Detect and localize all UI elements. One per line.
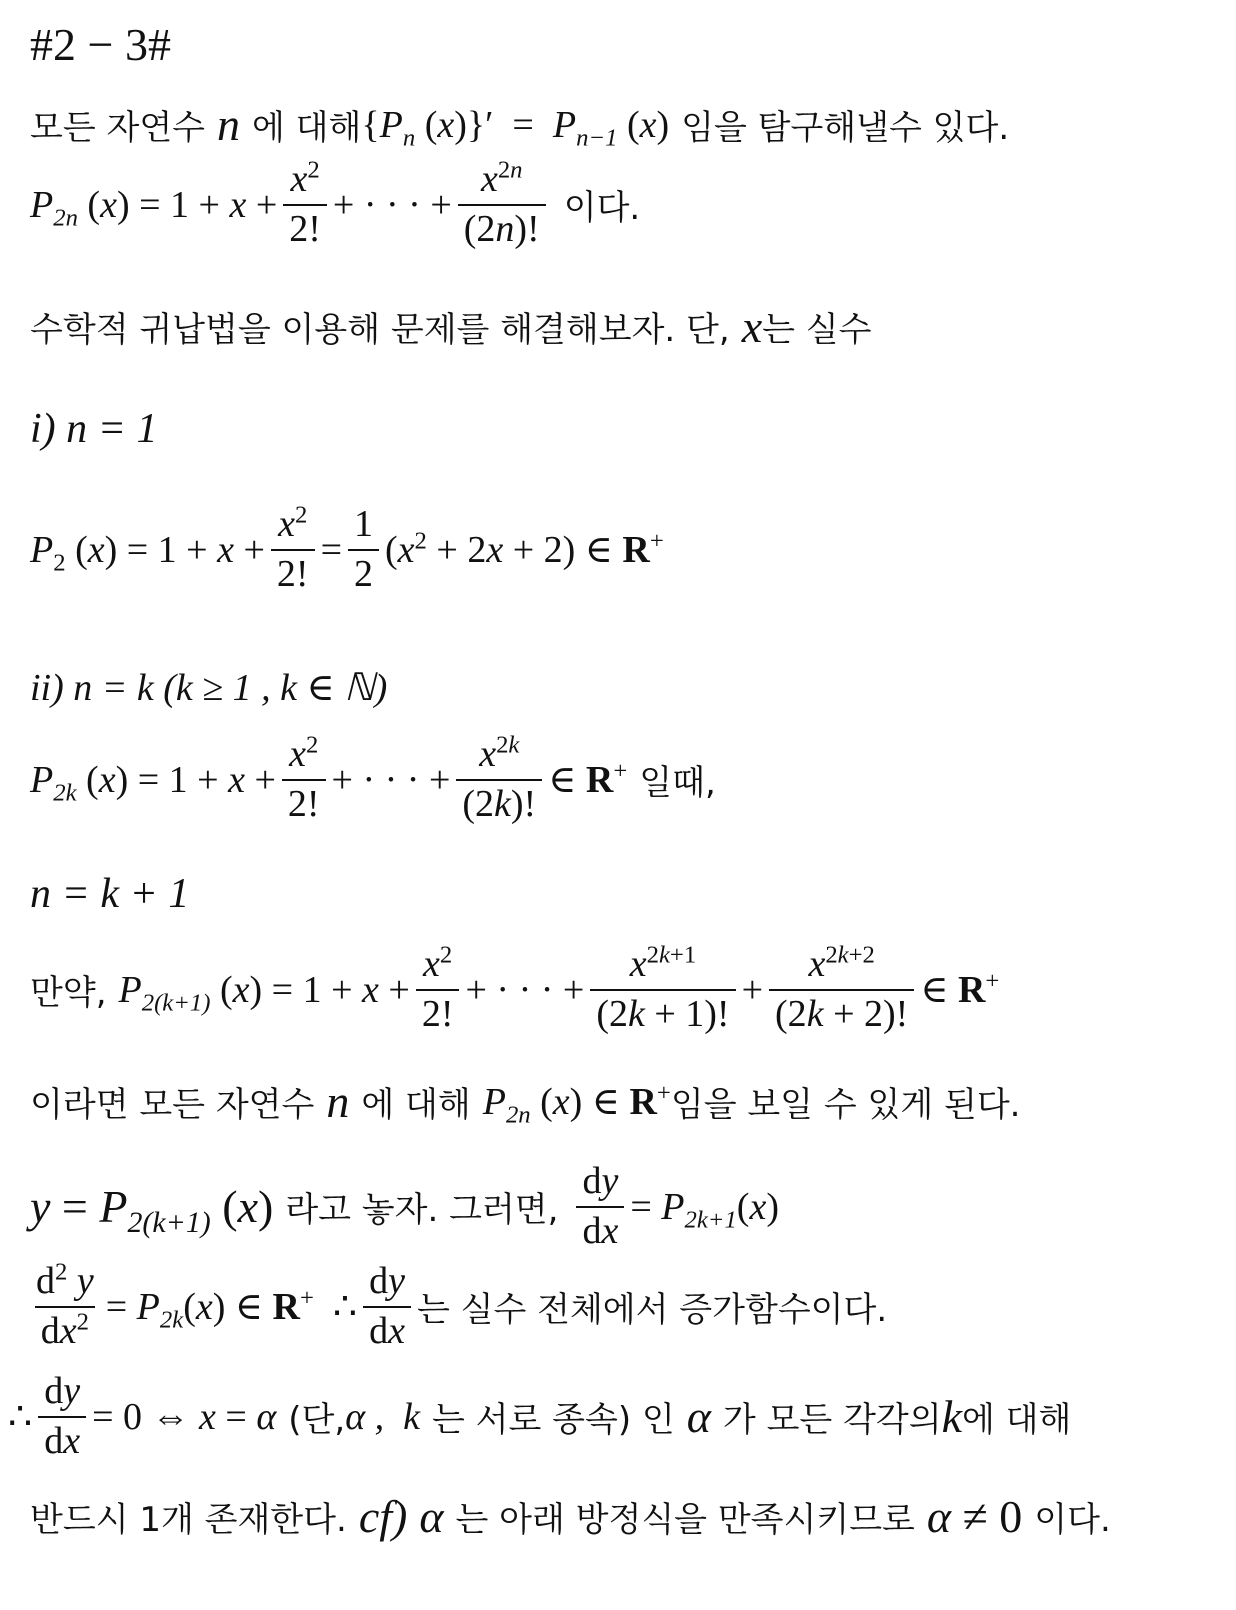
frac-x2k2-over-2k2fact: $\frac{x^{2k+2}}{(2k + 2)!}$ — [769, 945, 914, 1035]
math-cf: cf) — [358, 1491, 408, 1542]
math-p2-rhs: $(x^2 + 2x + 2)$ ∈ R+ — [385, 527, 664, 572]
text-for: 에 대해 — [252, 108, 362, 148]
math-n: n — [217, 99, 241, 150]
frac-x2-over-2fact-d: $\frac{x^2}{2!}$ — [416, 945, 460, 1035]
text-if: 만약, — [30, 973, 107, 1014]
text-then-all: 이라면 모든 자연수 — [30, 1085, 315, 1125]
math-root-condition: = 0 ⇔ x = α — [92, 1395, 277, 1438]
math-y-def: $y = P_{2(k+1)}$ (x) — [30, 1181, 274, 1240]
math-plus: + — [741, 968, 764, 1011]
math-equals: = — [320, 528, 343, 571]
frac-x2k-over-2kfact: $\frac{x^{2k}}{(2k)!}$ — [456, 735, 542, 825]
math-therefore: ∴ — [8, 1396, 33, 1439]
math-alpha-nonzero: α ≠ 0 — [926, 1491, 1023, 1542]
statement-line-1 — [30, 98, 1009, 151]
math-p2-lhs: $P_2$ (x) = 1 + x + — [30, 528, 265, 577]
frac-dy-dx-c: $\frac{dy}{dx}$ — [38, 1372, 86, 1462]
text-when: 일때, — [639, 763, 716, 804]
math-alpha: α — [686, 1391, 711, 1443]
frac-one-half: $\frac{1}{2}$ — [348, 505, 379, 595]
case-i-label: i) n = 1 — [30, 406, 158, 452]
math-first-derivative: = $P_{2k+1}(x)$ — [630, 1185, 779, 1234]
math-p2k-lhs: $P_{2k}$ (x) = 1 + x + — [30, 758, 276, 807]
math-p2n-in-rplus: $P_{2n}$ (x) ∈ R+ — [482, 1079, 671, 1129]
second-derivative-line — [30, 1258, 888, 1352]
math-in-rplus-b: ∈ R+ — [920, 967, 1000, 1012]
frac-x2n-over-2nfact: $\frac{x^{2n}}{(2n)!}$ — [458, 160, 546, 250]
text-exists-one: 반드시 1개 존재한다. — [30, 1500, 347, 1540]
frac-x2k1-over-2k1fact: $\frac{x^{2k+1}}{(2k + 1)!}$ — [590, 945, 735, 1035]
text-all-naturals: 모든 자연수 — [30, 108, 206, 148]
math-second-derivative: = $P_{2k}(x)$ ∈ R+ ∴ — [105, 1284, 358, 1334]
math-alpha-b: α — [419, 1491, 444, 1542]
frac-dy-dx: $\frac{dy}{dx}$ — [576, 1162, 624, 1252]
alpha-line — [8, 1372, 1071, 1462]
next-step-label: n = k + 1 — [30, 871, 190, 917]
math-k: k — [941, 1391, 963, 1443]
math-in-rplus: ∈ R+ — [548, 757, 628, 802]
text-paren-open: (단, — [288, 1400, 346, 1441]
math-p2n-definition: $P_{2n}$ (x) = 1 + x + — [30, 183, 278, 232]
text-increasing: 는 실수 전체에서 증가함수이다. — [416, 1290, 888, 1331]
frac-x2-over-2fact-b: $\frac{x^2}{2!}$ — [271, 505, 315, 595]
conclusion-line — [30, 1075, 1020, 1128]
frac-d2y-dx2: $\frac{d^2 y}{dx^2}$ — [36, 1258, 94, 1352]
case-ii-label: ii) n = k (k ≥ 1 , k ∈ ℕ) — [30, 667, 388, 709]
p2k1-equation — [30, 941, 1000, 1035]
math-dots-b: + · · · + — [331, 758, 451, 801]
y-definition-line — [30, 1162, 779, 1252]
text-let-then: 라고 놓자. 그러면, — [285, 1190, 559, 1231]
text-dependent: 는 서로 종속) 인 — [432, 1400, 675, 1441]
text-satisfies: 는 아래 방정식을 만족시키므로 — [455, 1500, 915, 1540]
p2k-equation — [30, 731, 716, 825]
math-p2k1-lhs: $P_{2(k+1)}$ (x) = 1 + x + — [118, 968, 410, 1017]
statement-line-3 — [30, 300, 871, 353]
title-text: #2 − 3# — [30, 19, 171, 70]
math-derivative-relation: {$P_n$ $(x)\}' = P_{n-1}$ (x) — [361, 103, 670, 152]
math-dots: + · · · + — [332, 183, 452, 226]
final-line — [30, 1490, 1111, 1543]
statement-line-2 — [30, 156, 641, 250]
text-can-show: 임을 보일 수 있게 된다. — [670, 1085, 1021, 1125]
text-each: 가 모든 각각의 — [722, 1400, 942, 1441]
p2-equation — [30, 501, 664, 595]
problem-title — [30, 18, 171, 71]
text-for-c: 에 대해 — [962, 1400, 1072, 1441]
frac-x2-over-2fact-c: $\frac{x^2}{2!}$ — [282, 735, 326, 825]
math-x: x — [741, 301, 763, 352]
text-is: 이다. — [563, 188, 641, 229]
text-is-b: 이다. — [1034, 1500, 1111, 1540]
text-induction: 수학적 귀납법을 이용해 문제를 해결해보자. 단, — [30, 310, 730, 350]
text-can-explore: 임을 탐구해낼수 있다. — [681, 108, 1010, 148]
math-dots-c: + · · · + — [465, 968, 585, 1011]
text-for-b: 에 대해 — [361, 1085, 471, 1125]
frac-dy-dx-b: $\frac{dy}{dx}$ — [363, 1262, 411, 1352]
math-alpha-k: α , k — [345, 1395, 420, 1438]
text-real: 는 실수 — [762, 310, 872, 350]
math-n-b: n — [326, 1076, 350, 1127]
frac-x2-over-2fact: $\frac{x^2}{2!}$ — [283, 160, 327, 250]
